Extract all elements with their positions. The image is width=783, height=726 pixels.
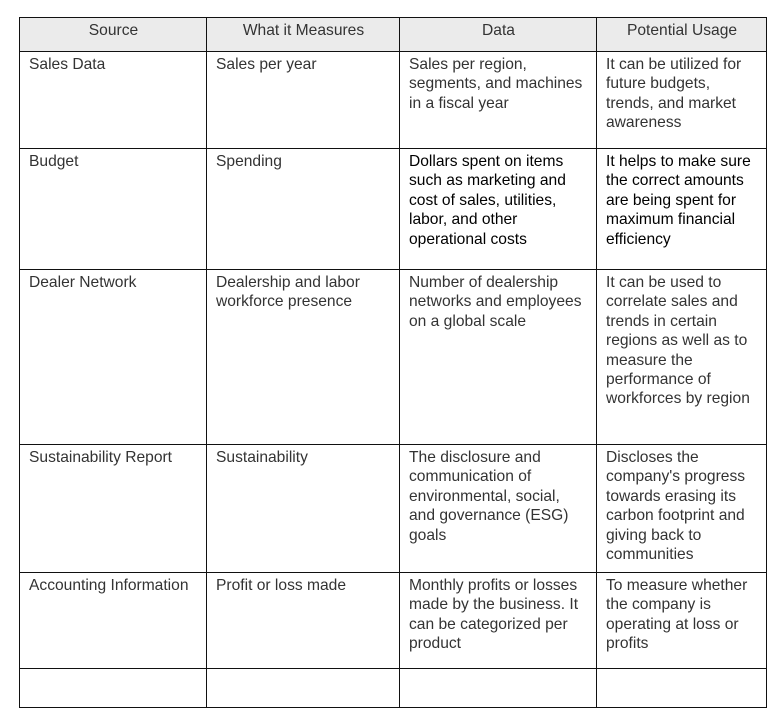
header-row <box>20 18 767 52</box>
cell-measures: Spending <box>207 149 400 270</box>
cell-usage: It helps to make sure the correct amounts are being spent for maximum financial efficiency <box>597 149 767 270</box>
cell-source: Dealer Network <box>20 270 207 445</box>
table-header <box>20 18 767 52</box>
cell-source: Sustainability Report <box>20 445 207 573</box>
cell-data: Sales per region, segments, and machines in a fiscal year <box>400 52 597 149</box>
cell-data: Dollars spent on items such as marketing and cost of sales, utilities, labor, and other operational costs <box>400 149 597 270</box>
table-row <box>20 149 767 270</box>
cell-measures: Dealership and labor workforce presence <box>207 270 400 445</box>
table-row <box>20 52 767 149</box>
cell-usage: It can be utilized for future budgets, trends, and market awareness <box>597 52 767 149</box>
header-potential-usage: Potential Usage <box>597 18 767 52</box>
cell-usage: Discloses the company's progress towards erasing its carbon footprint and giving back to communities <box>597 445 767 573</box>
header-data: Data <box>400 18 597 52</box>
table-row <box>20 445 767 573</box>
cell-usage: To measure whether the company is operating at loss or profits <box>597 573 767 669</box>
cell-usage <box>597 669 767 708</box>
data-sources-table <box>19 17 767 708</box>
cell-measures: Sustainability <box>207 445 400 573</box>
cell-data: Monthly profits or losses made by the business. It can be categorized per product <box>400 573 597 669</box>
table-row <box>20 669 767 708</box>
cell-source: Sales Data <box>20 52 207 149</box>
cell-data <box>400 669 597 708</box>
cell-data: Number of dealership networks and employees on a global scale <box>400 270 597 445</box>
cell-measures <box>207 669 400 708</box>
header-what-it-measures: What it Measures <box>207 18 400 52</box>
cell-usage: It can be used to correlate sales and trends in certain regions as well as to measure the performance of workforces by region <box>597 270 767 445</box>
cell-measures: Sales per year <box>207 52 400 149</box>
header-source: Source <box>20 18 207 52</box>
cell-source <box>20 669 207 708</box>
table-row <box>20 270 767 445</box>
cell-data: The disclosure and communication of environmental, social, and governance (ESG) goals <box>400 445 597 573</box>
cell-source: Accounting Information <box>20 573 207 669</box>
table-body <box>20 52 767 708</box>
table-row <box>20 573 767 669</box>
cell-source: Budget <box>20 149 207 270</box>
cell-measures: Profit or loss made <box>207 573 400 669</box>
